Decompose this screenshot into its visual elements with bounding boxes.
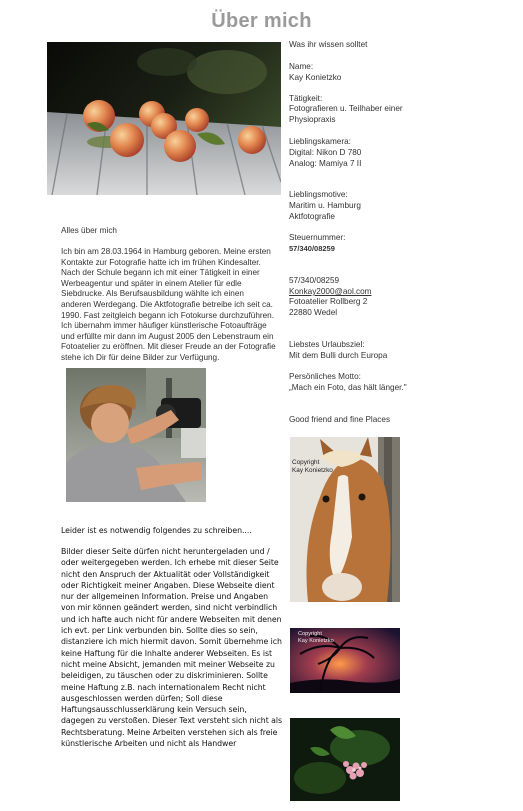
disclaimer-text: Bilder dieser Seite dürfen nicht heruntergeladen und / oder weitergegeben werden. Ich erhebe mit dieser Seite nicht den Anspruch der Aktualität oder Vollständigkeit oder Richtigkeit meiner Angaben. Diese Webseite dient nur der allgemeinen Information. Preise und Angaben von mir können geändert werden, sind nicht verbindlich und ich hafte auch nicht für andere Webseiten mit denen ich evt. per Link verbunden bin. Sollte dies so sein, distanziere ich mich hiermit davon. Somit übernehme ich keine Haftung für die Inhalte anderer Webseiten. Es ist nicht meine Absicht, jemanden mit meiner Webseite zu beleidigen, zu täuschen oder zu diskriminieren. Sollte meine Haftung z.B. nach internationalem Recht nicht ausgeschlossen werden dürfen; Soll diese Haftungsausschlusserklärung kein Versuch sein, dagegen zu verstoßen. Dieser Text versteht sich nicht als Rechtsberatung. Meine Arbeiten verstehen sich als freie künstlerische Arbeiten und nicht als Handwer bbox=[61, 547, 282, 749]
motto-value: „Mach ein Foto, das hält länger." bbox=[289, 383, 407, 392]
motive-value: Maritim u. Hamburg Aktfotografie bbox=[289, 201, 361, 221]
contact-tax: 57/340/08259 bbox=[289, 276, 340, 285]
intro-text: Ich bin am 28.03.1964 in Hamburg geboren. Meine ersten Kontakte zur Fotografie hatte ich im frühen Kindesalter. Nach der Schule begann ich mit einer Tätigkeit in einer Werbeagentur und später in einem Atelier für edle Siebdrucke. Als Berufsausbildung wählte ich einen anderen Werdegang. Die Aktfotografie betreibe ich seit ca. 1990. Fast zeitgleich begann ich Fotokurse durchzuführen. Ich übernahm immer häufiger künstlerische Fotoaufträge und erfüllte mir dann im August 2005 den Lebenstraum ein Fotoatelier zu eröffnen. Mit dieser Freude an der Fotografie stehe ich Dir für deine Bilder zur Verfügung. bbox=[61, 247, 276, 362]
friends-label: Good friend and fine Places bbox=[289, 415, 391, 424]
disclaimer-heading: Leider ist es notwendig folgendes zu schreiben.... bbox=[61, 526, 252, 535]
job-value: Fotografieren u. Teilhaber einer Physiopraxis bbox=[289, 104, 403, 124]
peaches-photo bbox=[47, 42, 281, 195]
horse-copyright: Copyright Kay Konietzko bbox=[292, 459, 333, 474]
info-heading: Was ihr wissen solltet bbox=[289, 40, 368, 49]
tax-value: 57/340/08259 bbox=[289, 244, 335, 253]
page-title: Über mich bbox=[211, 10, 312, 32]
vacation-label: Liebstes Urlaubsziel: bbox=[289, 340, 365, 349]
camera-label: Lieblingskamera: bbox=[289, 137, 351, 146]
intro-heading: Alles über mich bbox=[61, 226, 117, 235]
tax-label: Steuernummer: bbox=[289, 233, 346, 242]
job-label: Tätigkeit: bbox=[289, 94, 323, 103]
name-label: Name: bbox=[289, 62, 314, 71]
vacation-value: Mit dem Bulli durch Europa bbox=[289, 351, 388, 360]
sunset-copyright: Copyright Kay Konietzko bbox=[298, 631, 334, 644]
motive-label: Lieblingsmotive: bbox=[289, 190, 348, 199]
name-value: Kay Konietzko bbox=[289, 73, 342, 82]
motto-label: Persönliches Motto: bbox=[289, 372, 361, 381]
sunset-photo bbox=[290, 628, 400, 693]
email-link[interactable]: Konkay2000@aol.com bbox=[289, 287, 372, 296]
camera-value: Digital: Nikon D 780 Analog: Mamiya 7 II bbox=[289, 148, 362, 168]
horse-photo bbox=[290, 437, 400, 602]
studio-address: Fotoatelier Rollberg 2 22880 Wedel bbox=[289, 297, 368, 317]
flower-photo bbox=[290, 718, 400, 801]
photographer-photo bbox=[66, 368, 206, 502]
